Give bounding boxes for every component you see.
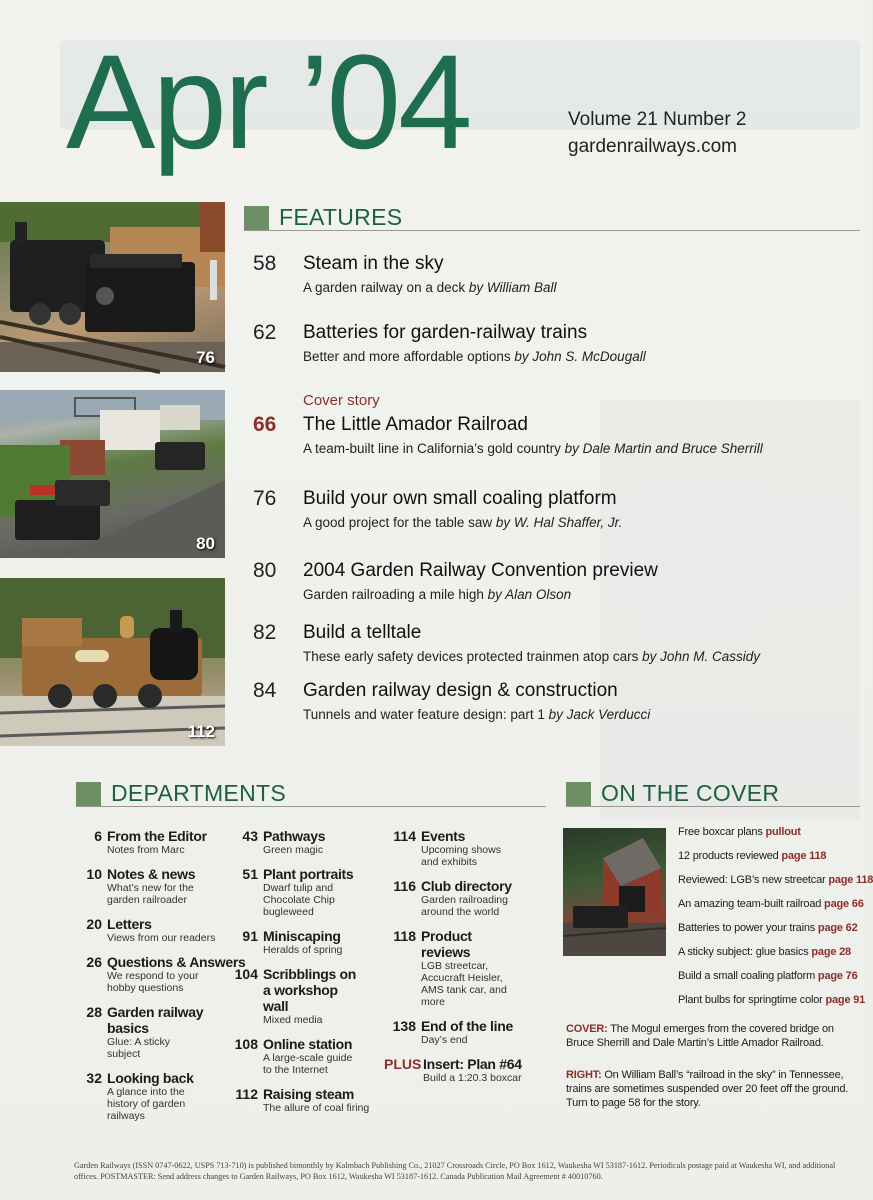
departments-column-2 [232, 828, 382, 1124]
department-item[interactable]: 20 Letters Views from our readers [86, 916, 216, 944]
cover-line[interactable]: A sticky subject: glue basics page 28 [678, 946, 851, 958]
section-square-icon [566, 782, 591, 807]
feature-title: Batteries for garden-railway trains [303, 322, 588, 343]
department-item[interactable]: 108 Online station A large-scale guide to the Internet [234, 1036, 353, 1076]
feature-desc: Better and more affordable options by John S. McDougall [303, 349, 646, 364]
departments-column-1 [76, 828, 246, 1132]
on-the-cover-heading: ON THE COVER [566, 775, 779, 807]
photo-brass-locomotive [0, 578, 225, 746]
issue-info [568, 106, 747, 160]
cover-line[interactable]: An amazing team-built railroad page 66 [678, 898, 864, 910]
photo-layout-diorama [0, 390, 225, 558]
department-item[interactable]: 112 Raising steam The allure of coal firing [235, 1086, 370, 1114]
cover-photo [563, 828, 666, 956]
department-item[interactable]: 116 Club directory Garden railroading around the world [393, 878, 512, 918]
departments-heading: DEPARTMENTS [76, 775, 286, 807]
department-item[interactable]: 91 Miniscaping Heralds of spring [242, 928, 343, 956]
department-item[interactable]: 26 Questions & Answers We respond to your hobby questions [86, 954, 246, 994]
website-link[interactable]: gardenrailways.com [568, 136, 737, 157]
cover-line[interactable]: Build a small coaling platform page 76 [678, 970, 858, 982]
cover-caption: COVER: The Mogul emerges from the covered bridge on Bruce Sherrill and Dale Martin’s Little Amador Railroad. [566, 1023, 834, 1049]
cover-story-label: Cover story [303, 392, 380, 409]
section-square-icon [76, 782, 101, 807]
features-rule [244, 230, 860, 231]
department-item[interactable]: 104 Scribblings on a workshop wall Mixed media [234, 966, 357, 1026]
publication-footer: Garden Railways (ISSN 0747-0622, USPS 713-710) is published bimonthly by Kalmbach Publishing Co., 21027 Crossroads Circle, PO Box 1612, Waukesha WI 53187-1612. Periodicals postage paid at Waukesha WI, and additional offices. POSTMASTER: Send address changes to Garden Railways, PO Box 1612, Waukesha WI 53187-1612. Canada Publication Mail Agreement # 40010760. [74, 1161, 836, 1181]
photo-page-number: 80 [196, 534, 215, 553]
feature-desc: A team-built line in California’s gold country by Dale Martin and Bruce Sherrill [303, 441, 763, 456]
department-item[interactable]: 32 Looking back A glance into the history of garden railways [86, 1070, 194, 1122]
feature-title: Garden railway design & construction [303, 680, 618, 701]
features-heading: FEATURES [244, 199, 402, 231]
department-item[interactable]: 6 From the Editor Notes from Marc [94, 828, 207, 856]
layout-diorama-photo-icon [0, 390, 225, 558]
brass-locomotive-photo-icon [0, 578, 225, 746]
issue-title: Apr ’04 [66, 28, 470, 177]
right-caption: RIGHT: On William Ball’s “railroad in the sky” in Tennessee, trains are sometimes suspended over 20 feet off the ground. Turn to page 58 for the story. [566, 1069, 849, 1109]
feature-desc: A good project for the table saw by W. Hal Shaffer, Jr. [303, 515, 623, 530]
photo-page-number: 112 [187, 722, 215, 741]
cover-rule [566, 806, 860, 807]
photo-steam-locomotive [0, 202, 225, 372]
feature-title: 2004 Garden Railway Convention preview [303, 560, 658, 581]
steam-locomotive-photo-icon [0, 202, 225, 372]
department-item[interactable]: 118 Product reviews LGB streetcar, Accucraft Heisler, AMS tank car, and more [393, 928, 507, 1008]
section-square-icon [244, 206, 269, 231]
cover-lines-list [678, 826, 873, 1018]
department-item[interactable]: 28 Garden railway basics Glue: A sticky subject [86, 1004, 204, 1060]
department-item[interactable]: 138 End of the line Day’s end [392, 1018, 513, 1046]
departments-rule [76, 806, 546, 807]
department-item[interactable]: 51 Plant portraits Dwarf tulip and Chocolate Chip bugleweed [242, 866, 354, 918]
department-item-plus[interactable]: PLUS Insert: Plan #64 Build a 1:20.3 boxcar [384, 1056, 522, 1084]
cover-line[interactable]: Reviewed: LGB’s new streetcar page 118 [678, 874, 873, 886]
cover-line[interactable]: 12 products reviewed page 118 [678, 850, 827, 862]
covered-bridge-photo-icon [563, 828, 666, 956]
department-item[interactable]: 43 Pathways Green magic [242, 828, 326, 856]
feature-desc: A garden railway on a deck by William Ball [303, 280, 557, 295]
cover-line[interactable]: Plant bulbs for springtime color page 91 [678, 994, 866, 1006]
photo-page-number: 76 [196, 348, 215, 367]
magazine-contents-page: Apr ’04 Volume 21 Number 2 gardenrailways.com 76 80 112 FEATURES 58 Steam in the sky A garden railway on a deck by William Ball 62 Batteries for garden-railway trains Better and more affordable options by John S. McDougall Cover story 66 The Little Amador Railroad A team-built line in California’s gold country by Dale Martin and Bruce Sherrill 76 Build your own small coaling platform A good project for the table saw by W. Hal Shaffer, Jr. 80 2004 Garden Railway Convention preview Garden railroading a mile high by Alan Olson 82 Build a telltale These early safety devices protected trainmen atop cars by John M. Cassidy 84 Garden railway design & construction Tunnels and water feature design: part 1 by Jack Verducci DEPARTMENTS 6 From the Editor Notes from Marc 10 Notes & news What’s new for the garden railroader 20 Letters Views from our readers 26 Questions & Answers We respond to your hobby questions 28 Garden railway basics Glue: A sticky subject 32 Looking back A glance into the history of garden railways 43 Pathways Green magic 51 Plant portraits Dwarf tulip and Chocolate Chip bugleweed 91 Miniscaping Heralds of spring 104 Scribblings on a workshop wall Mixed media 108 Online station A large-scale guide to the Internet 112 Raising steam The allure of coal firing 114 Events Upcoming shows and exhibits 116 Club directory Garden railroading around the world 118 Product reviews LGB streetcar, Accucraft Heisler, AMS tank car, and more 138 End of the line Day’s end PLUS Insert: Plan #64 Build a 1:20.3 boxcar ON THE COVER Free boxcar plans pullout 12 products reviewed page 118 Reviewed: LGB’s new streetcar page 118 An amazing team-built railroad page 66 Batteries to power your trains page 62 A sticky subject: glue basics page 28 Build a small coaling platform page 76 Plant bulbs for springtime color page 91 COVER: The Mogul emerges from the covered bridge on Bruce Sherrill and Dale Martin’s Little Amador Railroad. RIGHT: On William Ball’s “railroad in the sky” in Tennessee, trains are sometimes suspended over 20 feet off the ground. Turn to page 58 for the story. Garden Railways (ISSN 0747-0622, USPS 713-710) is published bimonthly by Kalmbach Publishing Co., 21027 Crossroads Circle, PO Box 1612, Waukesha WI 53187-1612. Periodicals postage paid at Waukesha WI, and additional offices. POSTMASTER: Send address changes to Garden Railways, PO Box 1612, Waukesha WI 53187-1612. Canada Publication Mail Agreement # 40010760. [0, 0, 865, 1200]
cover-line[interactable]: Batteries to power your trains page 62 [678, 922, 858, 934]
background-show-through-right [600, 400, 860, 820]
feature-title: Build a telltale [303, 622, 422, 643]
departments-column-3 [384, 828, 550, 1094]
volume-number: Volume 21 Number 2 [568, 109, 747, 130]
feature-title: Build your own small coaling platform [303, 488, 617, 509]
feature-desc: Garden railroading a mile high by Alan Olson [303, 587, 572, 602]
department-item[interactable]: 10 Notes & news What’s new for the garden railroader [86, 866, 196, 906]
department-item[interactable]: 114 Events Upcoming shows and exhibits [393, 828, 501, 868]
feature-desc: These early safety devices protected trainmen atop cars by John M. Cassidy [303, 649, 760, 664]
feature-title: The Little Amador Railroad [303, 414, 528, 435]
cover-line[interactable]: Free boxcar plans pullout [678, 826, 801, 838]
feature-desc: Tunnels and water feature design: part 1 by Jack Verducci [303, 707, 651, 722]
feature-title: Steam in the sky [303, 253, 444, 274]
